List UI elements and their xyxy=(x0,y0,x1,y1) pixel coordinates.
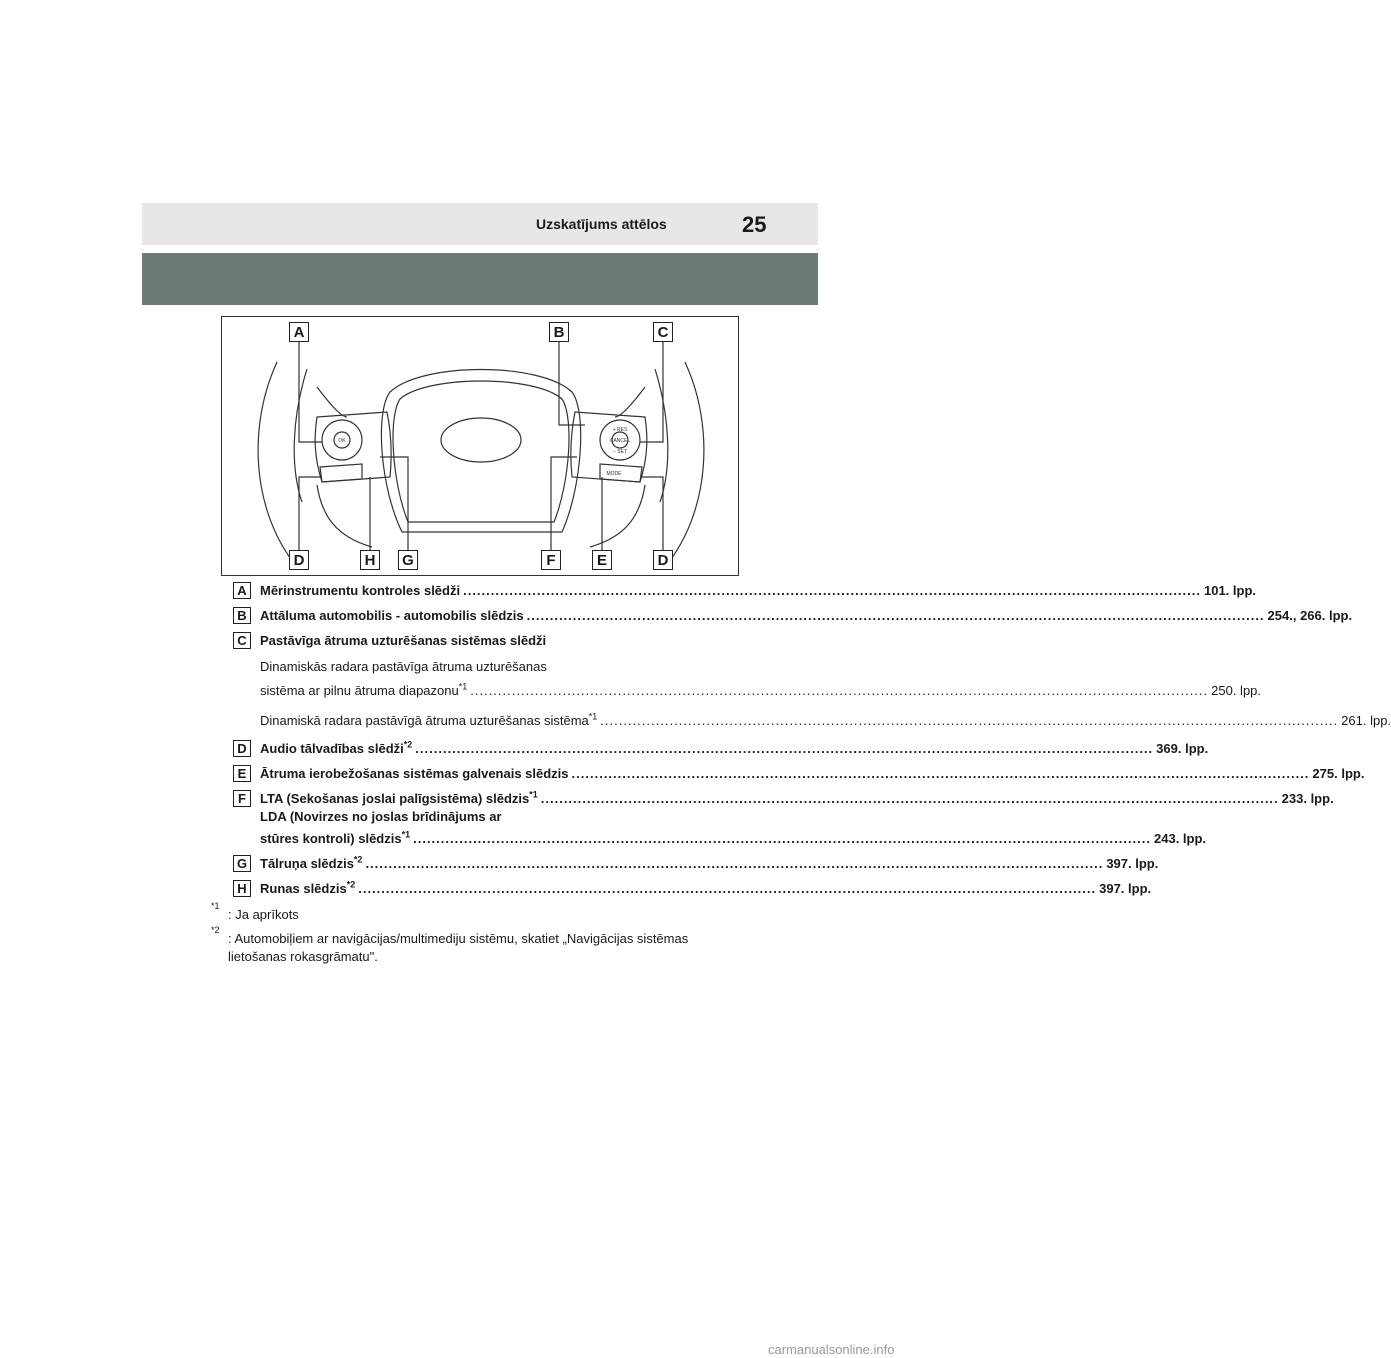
left-switch-panel xyxy=(315,412,391,482)
footnote-1: *1 : Ja aprīkots xyxy=(211,901,299,922)
section-title: Uzskatījums attēlos xyxy=(536,216,667,232)
page-ref[interactable]: 254., 266. lpp. xyxy=(1267,608,1353,623)
page-ref[interactable]: 275. lpp. xyxy=(1312,766,1365,781)
page-ref[interactable]: 261. lpp. xyxy=(1341,713,1391,728)
page-number: 25 xyxy=(742,212,767,237)
header-bar xyxy=(142,203,818,245)
legend-item-d xyxy=(233,739,1209,758)
callout-e: E xyxy=(592,550,612,570)
page-ref[interactable]: 369. lpp. xyxy=(1156,741,1209,756)
callout-f: F xyxy=(541,550,561,570)
page-ref[interactable]: 397. lpp. xyxy=(1106,856,1159,871)
legend-item-b xyxy=(233,607,1353,625)
sub-item-text: Dinamiskās radara pastāvīga ātruma uzturēšanas xyxy=(260,659,547,674)
item-marker: G xyxy=(233,855,251,872)
page-ref[interactable]: 250. lpp. xyxy=(1211,683,1262,698)
set-button-label: − SET xyxy=(612,449,628,455)
item-marker: F xyxy=(233,790,251,807)
item-marker: B xyxy=(233,607,251,624)
mode-button-label: MODE xyxy=(606,471,622,477)
page-ref[interactable]: 233. lpp. xyxy=(1281,791,1334,806)
rim-right-outer xyxy=(665,362,704,567)
footnotes xyxy=(211,901,741,972)
legend-item-f xyxy=(233,789,1334,848)
footnote-ref: *1 xyxy=(529,789,538,800)
item-title: Audio tālvadības slēdži xyxy=(260,741,404,756)
rim-right-inner xyxy=(655,369,668,502)
callout-a: A xyxy=(289,322,309,342)
res-button-label: + RES xyxy=(612,427,628,433)
footnote-text: : Ja aprīkots xyxy=(228,907,299,922)
callout-b: B xyxy=(549,322,569,342)
item-title: Mērinstrumentu kontroles slēdži xyxy=(260,583,461,598)
item-marker: D xyxy=(233,740,251,757)
footnote-ref: *1 xyxy=(401,829,411,840)
item-marker: H xyxy=(233,880,251,897)
callout-g: G xyxy=(398,550,418,570)
page-ref[interactable]: 397. lpp. xyxy=(1099,881,1152,896)
item-title: Pastāvīga ātruma uzturēšanas sistēmas slēdži xyxy=(260,633,547,648)
item-marker: C xyxy=(233,632,251,649)
footnote-ref: *1 xyxy=(458,681,468,692)
page-ref[interactable]: 101. lpp. xyxy=(1203,583,1257,598)
callout-c: C xyxy=(653,322,673,342)
legend-list xyxy=(233,582,1391,905)
airbag-emblem xyxy=(441,418,521,462)
callout-h: H xyxy=(360,550,380,570)
watermark: carmanualsonline.info xyxy=(768,1342,895,1357)
rim-left-inner xyxy=(294,369,307,502)
footnote-text: : Automobiļiem ar navigācijas/multimediju sistēmu, skatiet „Navigācijas sistēmas lietošanas rokasgrāmatu". xyxy=(228,931,689,964)
legend-item-h xyxy=(233,879,1152,898)
legend-item-c xyxy=(233,632,1391,733)
item-title: Ātruma ierobežošanas sistēmas galvenais slēdzis xyxy=(260,766,569,781)
item-title: LTA (Sekošanas joslai palīgsistēma) slēdzis xyxy=(260,791,530,806)
legend-item-g xyxy=(233,854,1159,873)
steering-wheel-figure xyxy=(221,316,739,576)
rim-left-outer xyxy=(258,362,297,567)
legend-item-e xyxy=(233,765,1365,783)
steering-wheel-illustration xyxy=(222,317,740,577)
section-band xyxy=(142,253,818,305)
item-title: Tālruņa slēdzis xyxy=(260,856,354,871)
sub-item-text: sistēma ar pilnu ātruma diapazonu xyxy=(260,683,459,698)
item-marker: E xyxy=(233,765,251,782)
footnote-ref: *1 xyxy=(588,711,598,722)
legend-item-a xyxy=(233,582,1257,600)
footnote-ref: *2 xyxy=(346,879,356,890)
page-ref[interactable]: 243. lpp. xyxy=(1154,831,1207,846)
item-title-line: stūres kontroli) slēdzis xyxy=(260,831,402,846)
footnote-2: *2 : Automobiļiem ar navigācijas/multimediju sistēmu, skatiet „Navigācijas sistēmas lietošanas rokasgrāmatu". xyxy=(211,925,689,964)
callout-d-left: D xyxy=(289,550,309,570)
callout-d-right: D xyxy=(653,550,673,570)
item-title: Attāluma automobilis - automobilis slēdzis xyxy=(260,608,524,623)
item-marker: A xyxy=(233,582,251,599)
item-title-line: LDA (Novirzes no joslas brīdinājums ar xyxy=(260,809,502,824)
footnote-ref: *2 xyxy=(353,854,363,865)
cancel-button-label: CANCEL xyxy=(609,438,631,444)
left-volume-rocker xyxy=(320,464,362,482)
ok-button-label: OK xyxy=(338,438,346,444)
item-title: Runas slēdzis xyxy=(260,881,347,896)
footnote-ref: *2 xyxy=(403,739,413,750)
sub-item-text: Dinamiskā radara pastāvīgā ātruma uzturēšanas sistēma xyxy=(260,713,589,728)
